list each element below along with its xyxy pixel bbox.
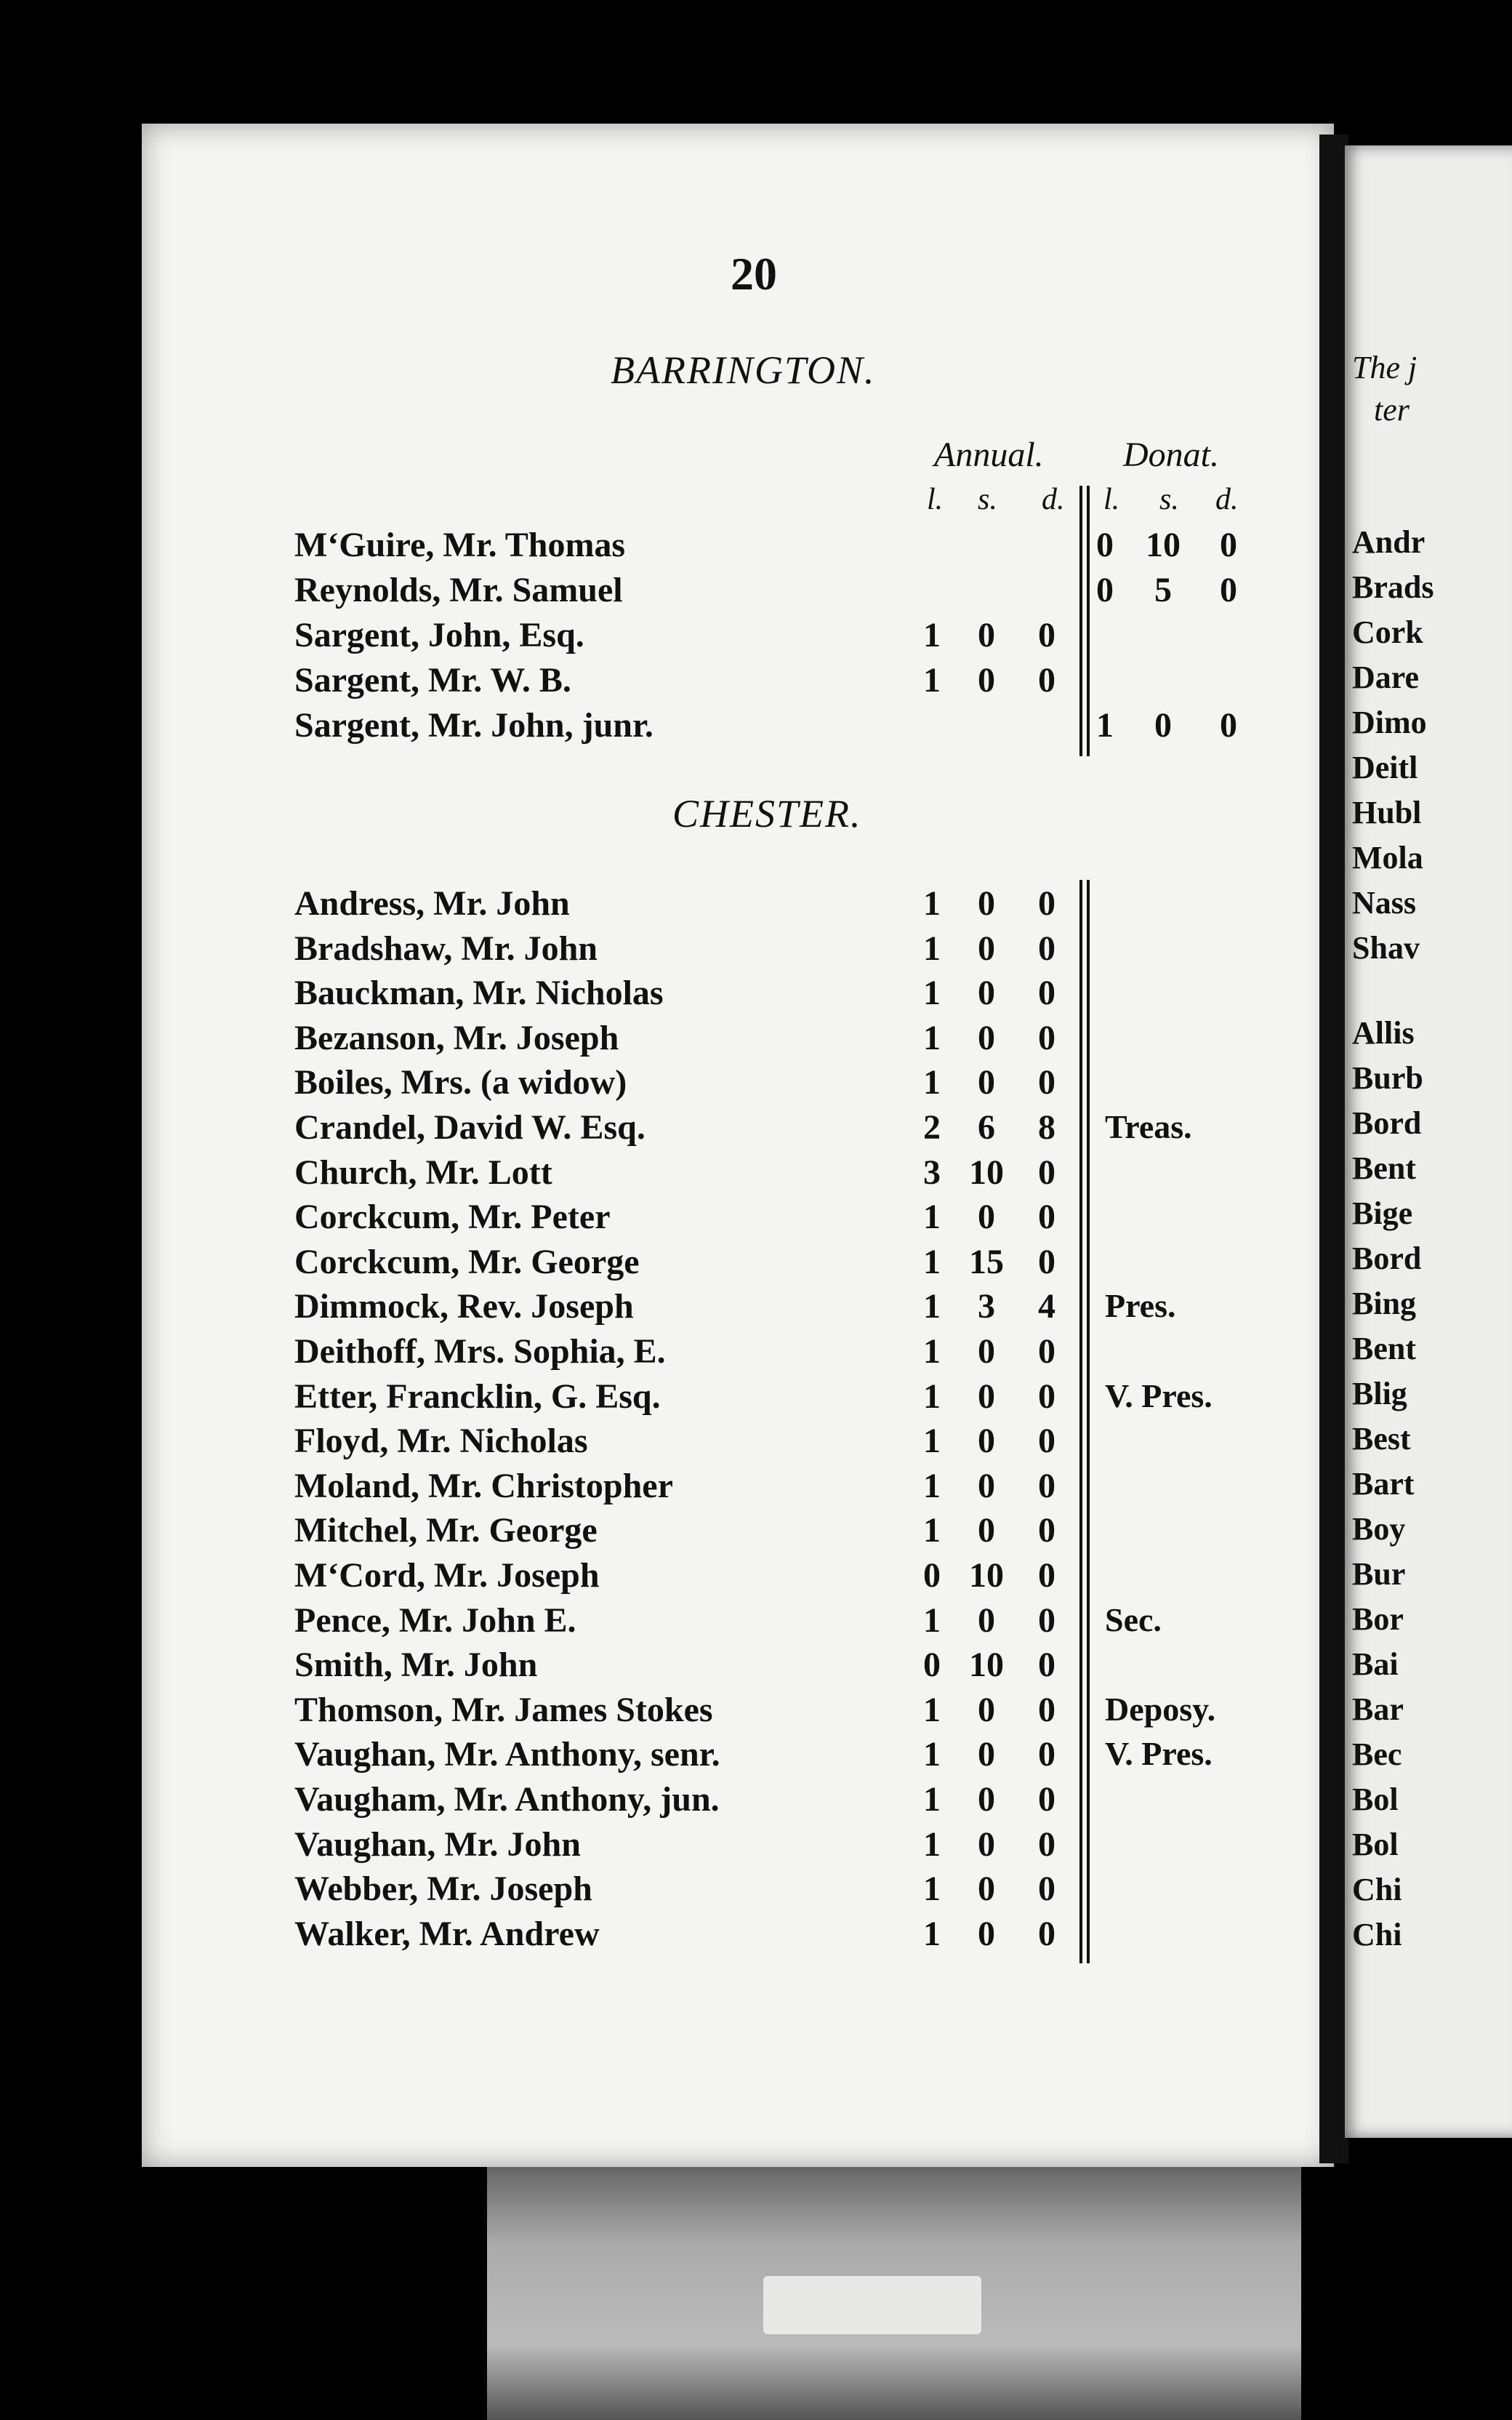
annual-l: 1: [923, 1467, 941, 1505]
office-note: Deposy.: [1105, 1691, 1216, 1728]
annual-d: 0: [1038, 929, 1055, 968]
table-row: [294, 1197, 1312, 1242]
column-header-donat: Donat.: [1123, 436, 1219, 474]
donat-s: 5: [1154, 571, 1172, 609]
annual-s: 0: [978, 929, 995, 968]
section-title-chester: CHESTER.: [672, 792, 862, 836]
annual-l: 2: [923, 1108, 941, 1147]
annual-l: 1: [923, 1915, 941, 1953]
subscriber-name: Etter, Francklin, G. Esq.: [294, 1377, 661, 1416]
subscriber-name: Webber, Mr. Joseph: [294, 1870, 592, 1908]
annual-l: 1: [923, 1870, 941, 1908]
table-row: [294, 1377, 1312, 1422]
subscriber-name: Deithoff, Mrs. Sophia, E.: [294, 1332, 666, 1371]
table-row: [294, 705, 1312, 750]
annual-s: 0: [978, 1601, 995, 1640]
section-title-barrington: BARRINGTON.: [611, 348, 876, 392]
table-row: [294, 1286, 1312, 1331]
unit-donat-s: s.: [1159, 483, 1179, 516]
annual-s: 6: [978, 1108, 995, 1147]
facing-line: Bord: [1352, 1105, 1422, 1141]
annual-s: 0: [978, 616, 995, 654]
annual-d: 0: [1038, 1467, 1055, 1505]
subscriber-name: Boiles, Mrs. (a widow): [294, 1063, 627, 1102]
subscriber-name: Sargent, Mr. W. B.: [294, 661, 571, 700]
subscriber-name: Smith, Mr. John: [294, 1646, 538, 1684]
annual-s: 0: [978, 974, 995, 1012]
annual-s: 0: [978, 884, 995, 923]
annual-s: 10: [969, 1153, 1004, 1192]
subscriber-name: Mitchel, Mr. George: [294, 1511, 598, 1550]
table-row: [294, 570, 1312, 615]
annual-d: 0: [1038, 1646, 1055, 1684]
subscriber-name: Vaugham, Mr. Anthony, jun.: [294, 1780, 720, 1819]
table-row: [294, 1062, 1312, 1107]
annual-l: 1: [923, 1019, 941, 1057]
annual-s: 10: [969, 1646, 1004, 1684]
facing-line: Bing: [1352, 1286, 1417, 1321]
facing-line: Bor: [1352, 1601, 1404, 1637]
column-rule: [1087, 486, 1090, 756]
subscriber-name: Reynolds, Mr. Samuel: [294, 571, 623, 609]
subscriber-name: Sargent, John, Esq.: [294, 616, 584, 654]
donat-d: 0: [1220, 706, 1237, 745]
table-row: [294, 1779, 1312, 1824]
annual-d: 0: [1038, 1063, 1055, 1102]
annual-l: 1: [923, 661, 941, 700]
table-row: [294, 1690, 1312, 1735]
annual-l: 1: [923, 1422, 941, 1460]
page-number: 20: [731, 248, 777, 300]
subscriber-name: Andress, Mr. John: [294, 884, 570, 923]
donat-l: 0: [1096, 571, 1114, 609]
annual-s: 10: [969, 1556, 1004, 1595]
table-row: [294, 1421, 1312, 1466]
annual-l: 1: [923, 1332, 941, 1371]
table-row: [294, 1510, 1312, 1555]
annual-s: 0: [978, 1377, 995, 1416]
facing-line: Brads: [1352, 569, 1434, 605]
annual-s: 0: [978, 1915, 995, 1953]
subscriber-name: Pence, Mr. John E.: [294, 1601, 576, 1640]
unit-annual-l: l.: [927, 483, 944, 516]
facing-header: ter: [1374, 392, 1410, 428]
table-row: [294, 1466, 1312, 1511]
facing-line: Hubl: [1352, 795, 1422, 830]
facing-page: [1345, 145, 1512, 2138]
subscriber-name: Corckcum, Mr. George: [294, 1243, 640, 1281]
annual-d: 0: [1038, 616, 1055, 654]
facing-line: Chi: [1352, 1872, 1402, 1907]
annual-d: 0: [1038, 1825, 1055, 1864]
annual-s: 0: [978, 1063, 995, 1102]
table-row: [294, 929, 1312, 974]
annual-d: 0: [1038, 1153, 1055, 1192]
donat-s: 10: [1146, 526, 1181, 564]
annual-l: 1: [923, 929, 941, 968]
donat-d: 0: [1220, 571, 1237, 609]
annual-d: 4: [1038, 1287, 1055, 1326]
table-row: [294, 1600, 1312, 1646]
annual-d: 0: [1038, 1377, 1055, 1416]
annual-d: 0: [1038, 1198, 1055, 1236]
subscriber-name: Vaughan, Mr. John: [294, 1825, 581, 1864]
subscriber-name: Walker, Mr. Andrew: [294, 1915, 600, 1953]
annual-d: 8: [1038, 1108, 1055, 1147]
facing-line: Bai: [1352, 1646, 1399, 1682]
annual-l: 3: [923, 1153, 941, 1192]
facing-line: Bord: [1352, 1241, 1422, 1276]
annual-l: 1: [923, 1243, 941, 1281]
table-row: [294, 660, 1312, 705]
facing-line: Boy: [1352, 1511, 1406, 1547]
annual-s: 0: [978, 1467, 995, 1505]
table-row: [294, 884, 1312, 929]
annual-l: 1: [923, 1063, 941, 1102]
office-note: Treas.: [1105, 1108, 1192, 1145]
table-row: [294, 1153, 1312, 1198]
annual-l: 1: [923, 1377, 941, 1416]
subscriber-name: Crandel, David W. Esq.: [294, 1108, 646, 1147]
annual-l: 1: [923, 1691, 941, 1729]
facing-line: Cork: [1352, 614, 1423, 650]
annual-s: 0: [978, 661, 995, 700]
annual-l: 1: [923, 616, 941, 654]
annual-s: 0: [978, 1691, 995, 1729]
annual-l: 1: [923, 1287, 941, 1326]
subscriber-name: Thomson, Mr. James Stokes: [294, 1691, 713, 1729]
facing-line: Bige: [1352, 1195, 1413, 1231]
donat-l: 1: [1096, 706, 1114, 745]
unit-annual-s: s.: [978, 483, 997, 516]
annual-s: 0: [978, 1511, 995, 1550]
subscriber-name: Corckcum, Mr. Peter: [294, 1198, 611, 1236]
subscriber-name: Bradshaw, Mr. John: [294, 929, 598, 968]
office-note: V. Pres.: [1105, 1735, 1213, 1772]
annual-d: 0: [1038, 1601, 1055, 1640]
annual-d: 0: [1038, 884, 1055, 923]
annual-l: 1: [923, 1198, 941, 1236]
annual-s: 15: [969, 1243, 1004, 1281]
office-note: V. Pres.: [1105, 1377, 1213, 1414]
annual-d: 0: [1038, 1332, 1055, 1371]
table-row: [294, 1107, 1312, 1153]
annual-d: 0: [1038, 1915, 1055, 1953]
subscriber-name: M‘Guire, Mr. Thomas: [294, 526, 626, 564]
subscriber-name: Moland, Mr. Christopher: [294, 1467, 673, 1505]
table-row: [294, 1331, 1312, 1377]
book-edge: [487, 2167, 1301, 2420]
annual-s: 0: [978, 1332, 995, 1371]
facing-line: Blig: [1352, 1376, 1407, 1411]
facing-line: Shav: [1352, 930, 1420, 966]
facing-line: Deitl: [1352, 750, 1418, 785]
table-row: [294, 1869, 1312, 1914]
table-row: [294, 973, 1312, 1018]
table-row: [294, 615, 1312, 660]
annual-s: 3: [978, 1287, 995, 1326]
column-rule: [1079, 486, 1082, 756]
unit-donat-l: l.: [1103, 483, 1120, 516]
column-header-annual: Annual.: [934, 436, 1044, 474]
table-row: [294, 1242, 1312, 1287]
facing-line: Dare: [1352, 660, 1420, 695]
facing-line: Bur: [1352, 1556, 1406, 1592]
facing-line: Allis: [1352, 1015, 1415, 1051]
annual-d: 0: [1038, 1243, 1055, 1281]
annual-s: 0: [978, 1735, 995, 1774]
annual-d: 0: [1038, 1780, 1055, 1819]
facing-line: Bart: [1352, 1466, 1415, 1502]
annual-d: 0: [1038, 1019, 1055, 1057]
facing-line: Best: [1352, 1421, 1411, 1457]
subscriber-name: Vaughan, Mr. Anthony, senr.: [294, 1735, 720, 1774]
donat-s: 0: [1154, 706, 1172, 745]
subscriber-name: Bauckman, Mr. Nicholas: [294, 974, 664, 1012]
facing-line: Chi: [1352, 1917, 1402, 1952]
facing-line: Burb: [1352, 1060, 1423, 1096]
annual-l: 0: [923, 1646, 941, 1684]
annual-l: 1: [923, 1735, 941, 1774]
annual-l: 0: [923, 1556, 941, 1595]
donat-l: 0: [1096, 526, 1114, 564]
facing-line: Bol: [1352, 1827, 1399, 1862]
unit-donat-d: d.: [1215, 483, 1239, 516]
subscriber-name: Church, Mr. Lott: [294, 1153, 552, 1192]
facing-line: Bent: [1352, 1331, 1416, 1366]
facing-line: Andr: [1352, 524, 1425, 560]
annual-l: 1: [923, 1825, 941, 1864]
unit-annual-d: d.: [1042, 483, 1065, 516]
facing-header: The j: [1352, 350, 1418, 385]
subscriber-name: Sargent, Mr. John, junr.: [294, 706, 654, 745]
book-spine: [1319, 135, 1348, 2163]
subscriber-name: Dimmock, Rev. Joseph: [294, 1287, 634, 1326]
facing-line: Bol: [1352, 1782, 1399, 1817]
donat-d: 0: [1220, 526, 1237, 564]
table-row: [294, 1824, 1312, 1870]
annual-d: 0: [1038, 1511, 1055, 1550]
annual-s: 0: [978, 1870, 995, 1908]
annual-s: 0: [978, 1780, 995, 1819]
annual-s: 0: [978, 1422, 995, 1460]
annual-d: 0: [1038, 1870, 1055, 1908]
subscriber-name: Bezanson, Mr. Joseph: [294, 1019, 619, 1057]
table-row: [294, 1018, 1312, 1063]
annual-l: 1: [923, 1601, 941, 1640]
facing-line: Nass: [1352, 885, 1417, 921]
office-note: Pres.: [1105, 1287, 1176, 1324]
table-row: [294, 1734, 1312, 1779]
facing-line: Dimo: [1352, 705, 1427, 740]
facing-line: Bar: [1352, 1691, 1404, 1727]
facing-line: Bec: [1352, 1736, 1402, 1772]
subscriber-name: M‘Cord, Mr. Joseph: [294, 1556, 600, 1595]
annual-d: 0: [1038, 661, 1055, 700]
annual-d: 0: [1038, 974, 1055, 1012]
annual-l: 1: [923, 1511, 941, 1550]
annual-s: 0: [978, 1019, 995, 1057]
annual-s: 0: [978, 1198, 995, 1236]
table-row: [294, 525, 1312, 570]
annual-l: 1: [923, 884, 941, 923]
annual-d: 0: [1038, 1735, 1055, 1774]
office-note: Sec.: [1105, 1601, 1162, 1638]
table-row: [294, 1914, 1312, 1959]
annual-d: 0: [1038, 1556, 1055, 1595]
facing-line: Mola: [1352, 840, 1423, 876]
annual-l: 1: [923, 1780, 941, 1819]
annual-l: 1: [923, 974, 941, 1012]
annual-d: 0: [1038, 1422, 1055, 1460]
table-row: [294, 1555, 1312, 1600]
facing-line: Bent: [1352, 1150, 1416, 1186]
table-row: [294, 1645, 1312, 1690]
annual-d: 0: [1038, 1691, 1055, 1729]
subscriber-name: Floyd, Mr. Nicholas: [294, 1422, 588, 1460]
annual-s: 0: [978, 1825, 995, 1864]
